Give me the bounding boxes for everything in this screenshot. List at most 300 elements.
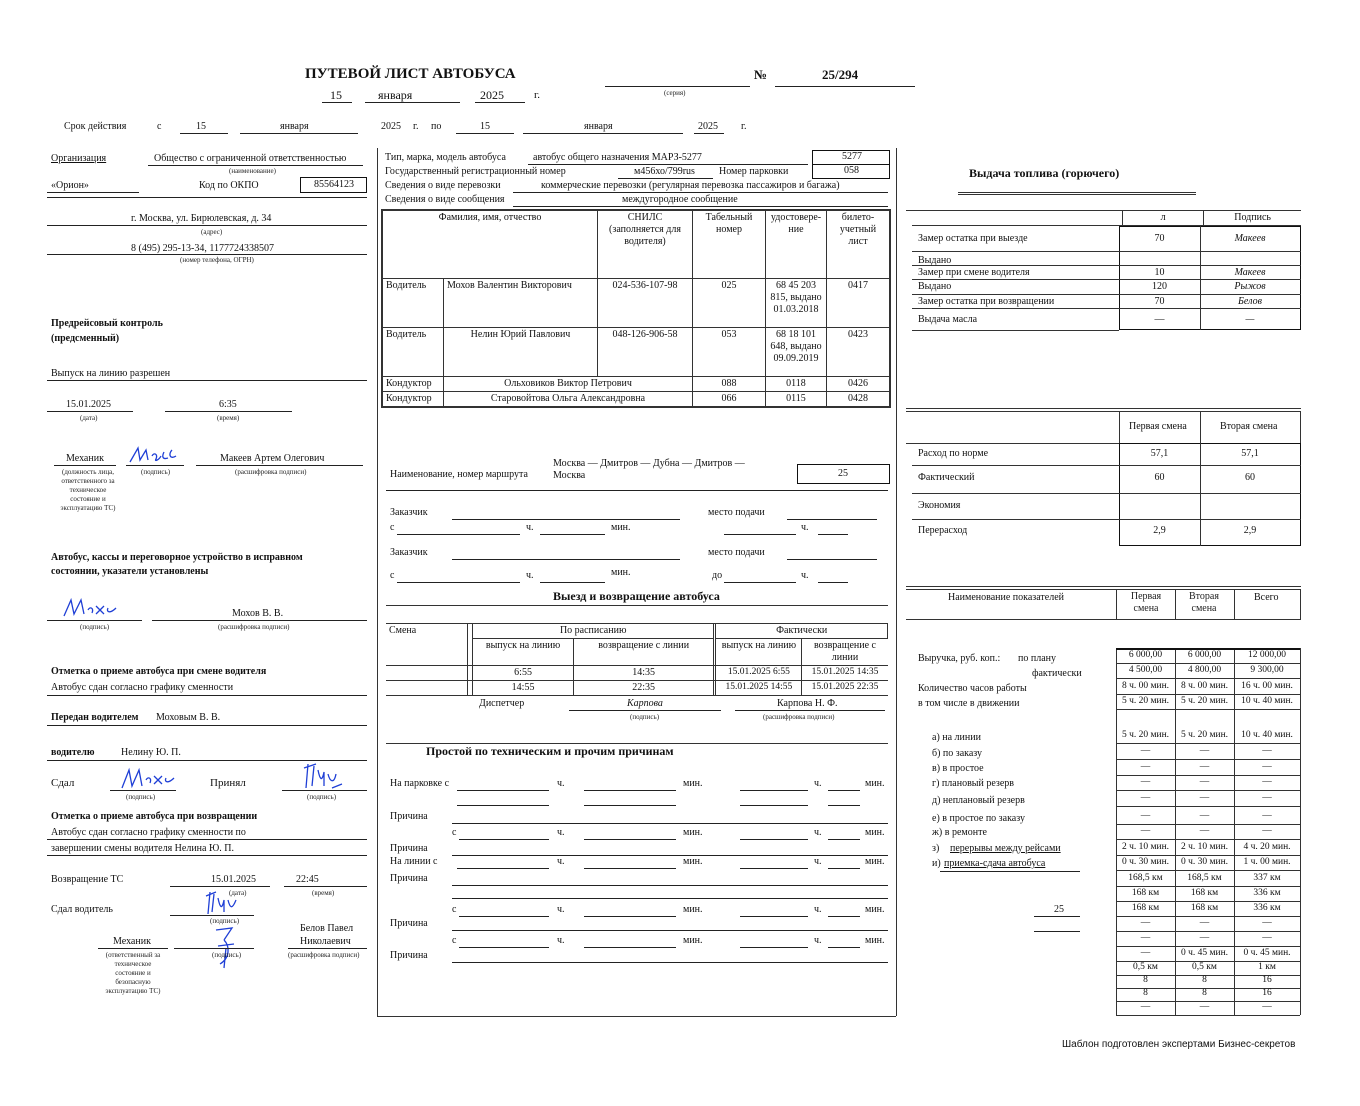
return-time-line — [284, 886, 367, 887]
consumption-header-div-3 — [1300, 411, 1301, 443]
fuel-row-line — [912, 294, 1301, 295]
to-label-2: до — [712, 570, 723, 581]
footer-credit: Шаблон подготовлен экспертами Бизнес-секретов — [1062, 1039, 1296, 1050]
fuel-row-liters: 120 — [1152, 281, 1167, 292]
series-line — [605, 86, 750, 87]
dt-hour-d: ч. — [557, 904, 565, 915]
departure-out: 14:55 — [473, 681, 574, 696]
crew-ticket: 0428 — [827, 391, 891, 407]
indicator-value: 10 ч. 40 мин. — [1241, 696, 1293, 706]
dt-from-3: с — [452, 935, 457, 946]
indicator-row-line — [1116, 931, 1300, 932]
consumption-header-div-1 — [1119, 411, 1120, 443]
indicator-value: — — [1262, 933, 1272, 943]
fuel-row-liters: — — [1154, 314, 1165, 325]
dt-line-a2 — [584, 790, 676, 791]
driver-change-title: Отметка о приеме автобуса при смене водителя — [51, 666, 267, 677]
indicator-value: 168 км — [1190, 888, 1219, 898]
okpo-label: Код по ОКПО — [199, 180, 259, 191]
header-year: 2025 — [480, 88, 504, 102]
message-value: междугородное сообщение — [622, 194, 738, 205]
indicator-value: 16 ч. 00 мин. — [1241, 681, 1293, 691]
dt-line-c4 — [828, 868, 860, 869]
fuel-row-sign: — — [1245, 314, 1255, 325]
passed-name: Моховым В. В. — [156, 712, 221, 723]
crew-role: Кондуктор — [382, 391, 444, 407]
indicator-value: 16 — [1262, 975, 1272, 985]
dt-line-b3 — [740, 839, 808, 840]
year-line — [475, 102, 525, 103]
precontrol-title-1: Предрейсовый контроль — [51, 318, 163, 329]
consumption-row-v2: 2,9 — [1243, 525, 1257, 536]
indicator-grid-top — [1116, 648, 1300, 650]
return-text-1: Автобус сдан согласно графику сменности по — [51, 827, 246, 838]
indicator-row-line — [1116, 709, 1300, 710]
ind-z: перерывы между рейсами — [950, 843, 1061, 854]
indicator-value: 6 000,00 — [1128, 650, 1163, 660]
departure-col-fact-out: выпуск на линию — [716, 639, 802, 666]
consumption-top-line-2 — [906, 411, 1301, 412]
departure-shift-2 — [386, 681, 467, 696]
min-label-2: мин. — [611, 567, 631, 578]
crew-ticket: 0417 — [827, 278, 891, 327]
fuel-row-liters: 70 — [1154, 233, 1165, 244]
hour-line-1b — [818, 534, 848, 535]
dt-min-b2: мин. — [865, 827, 885, 838]
departure-back: 22:35 — [574, 681, 714, 696]
indicator-value: 0,5 км — [1133, 962, 1158, 972]
to-driver-label: водителю — [51, 747, 95, 758]
indicator-value: 5 ч. 20 мин. — [1121, 696, 1170, 706]
validity-from-year: 2025 — [381, 121, 401, 132]
indicators-col-0: Наименование показателей — [948, 592, 1065, 603]
mechanic-sign-line — [126, 465, 184, 466]
return-mechanic-decode-caption: (расшифровка подписи) — [288, 951, 360, 959]
consumption-col-1: Первая смена — [1129, 421, 1187, 432]
indicator-row-line — [1116, 839, 1300, 840]
indicator-row-line — [1116, 775, 1300, 776]
indicator-value: — — [1140, 1002, 1151, 1012]
indicator-value: — — [1262, 918, 1272, 928]
consumption-row-v2: 57,1 — [1241, 448, 1259, 459]
ind-v: в) в простое — [932, 763, 984, 774]
crew-header-snils: СНИЛС (заполняется для водителя) — [598, 210, 693, 278]
return-text-2: завершении смены водителя Нелина Ю. П. — [51, 843, 234, 854]
hour-line-2 — [540, 582, 605, 583]
series-caption: (серия) — [664, 89, 686, 97]
departure-schedule-header: По расписанию — [473, 624, 714, 639]
indicator-value: 4 500,00 — [1128, 665, 1163, 675]
from-line-1 — [397, 534, 520, 535]
return-date-caption: (дата) — [229, 889, 247, 897]
departure-back: 14:35 — [574, 666, 714, 681]
departure-col-fact-back: возвращение с линии — [802, 639, 888, 666]
crew-row — [382, 376, 890, 391]
message-line — [513, 206, 888, 207]
fuel-header-sign: Подпись — [1204, 211, 1301, 226]
return-time: 22:45 — [296, 874, 319, 885]
crew-tab: 066 — [693, 391, 766, 407]
indicator-row-line — [1116, 663, 1300, 664]
dt-min-e2: мин. — [865, 935, 885, 946]
mechanic-decode-caption: (расшифровка подписи) — [235, 468, 307, 476]
driver-gave-label: Сдал водитель — [51, 904, 113, 915]
fuel-row-sign: Макеев — [1234, 267, 1266, 278]
hour-label-1b: ч. — [801, 522, 809, 533]
indicator-value: 4 800,00 — [1187, 665, 1222, 675]
indicator-value: 8 — [1202, 975, 1207, 985]
hour-line-1 — [540, 534, 605, 535]
ind-d: д) неплановый резерв — [932, 795, 1025, 806]
indicator-value: 0 ч. 30 мин. — [1121, 857, 1170, 867]
downtime-title: Простой по техническим и прочим причинам — [426, 744, 674, 758]
from-month-line — [240, 133, 358, 134]
dt-line-a7 — [740, 805, 808, 806]
indicator-value: 10 ч. 40 мин. — [1241, 730, 1293, 740]
consumption-row-v1: 60 — [1154, 472, 1165, 483]
document-number: 25/294 — [822, 67, 859, 82]
indicator-row-line — [1116, 946, 1300, 947]
fuel-row-sign: Белов — [1238, 296, 1262, 307]
dt-line-a8 — [828, 805, 860, 806]
indicator-col-line — [1116, 648, 1117, 1015]
revenue-label: Выручка, руб. коп.: — [918, 653, 1001, 664]
indicators-top-line — [906, 586, 1301, 587]
dt-line-d1 — [459, 916, 549, 917]
fuel-row-label: Выдано — [918, 281, 952, 292]
fuel-title-underline — [958, 192, 1196, 195]
indicator-value: 12 000,00 — [1248, 650, 1286, 660]
release-date-line — [47, 411, 133, 412]
indicator-col-line — [1234, 648, 1235, 1015]
return-mechanic-name-1: Белов Павел — [300, 923, 354, 934]
consumption-top-line — [906, 408, 1301, 409]
route-label: Наименование, номер маршрута — [390, 469, 528, 480]
validity-label: Срок действия — [64, 121, 127, 132]
indicator-value: — — [1140, 918, 1151, 928]
org-name-2: «Орион» — [51, 180, 89, 191]
departure-row — [386, 681, 888, 696]
fuel-row-label: Выдано — [918, 255, 952, 266]
driver-mokhov-signature — [62, 596, 118, 620]
transport-line — [513, 192, 888, 193]
hour-line-2b — [818, 582, 848, 583]
indicator-value: — — [1262, 762, 1272, 772]
dt-hour-c: ч. — [557, 856, 565, 867]
dt-from-2: с — [452, 904, 457, 915]
crew-role: Кондуктор — [382, 376, 444, 391]
bus-ok-name-line — [152, 620, 367, 621]
dt-min-e: мин. — [683, 935, 703, 946]
to-day-line — [456, 133, 514, 134]
ind-i-line — [940, 871, 1080, 872]
took-sign-line — [282, 790, 367, 791]
dt-line-c2 — [584, 868, 676, 869]
bus-ok-text-2: состоянии, указатели установлены — [51, 566, 209, 577]
consumption-row-line — [912, 519, 1301, 520]
consumption-row-label: Экономия — [918, 500, 961, 511]
fuel-row-label: Замер остатка при выезде — [918, 233, 1028, 244]
dispatcher-sign: Карпова — [627, 698, 663, 709]
crew-name: Ольховиков Виктор Петрович — [444, 376, 693, 391]
hour-label-2: ч. — [526, 570, 534, 581]
vehicle-code-box — [812, 150, 890, 165]
crew-table — [381, 209, 891, 408]
return-title: Отметка о приеме автобуса при возвращении — [51, 811, 258, 822]
driver-gave-sign-caption: (подпись) — [210, 917, 240, 925]
indicator-value: — — [1140, 948, 1151, 958]
dt-hour-a2: ч. — [814, 778, 822, 789]
fuel-header-l: л — [1122, 211, 1203, 226]
indicator-value: 168 км — [1190, 903, 1219, 913]
indicator-value: 6 000,00 — [1187, 650, 1222, 660]
dt-reason-2: Причина — [390, 843, 428, 854]
fuel-header-blank — [912, 211, 1122, 226]
indicator-value: — — [1199, 793, 1210, 803]
route-number: 25 — [838, 468, 848, 479]
departure-shift-1 — [386, 666, 467, 681]
ind-b: б) по заказу — [932, 748, 983, 759]
indicator-value: — — [1140, 793, 1151, 803]
dt-hour-e2: ч. — [814, 935, 822, 946]
min-line-1 — [724, 534, 796, 535]
fuel-table — [912, 211, 1301, 226]
ind-h-div-1 — [1116, 589, 1117, 619]
validity-g: г. — [413, 121, 419, 132]
return-mechanic-sign-caption: (подпись) — [212, 951, 242, 959]
indicator-value: 8 — [1143, 988, 1148, 998]
indicator-value: — — [1262, 777, 1272, 787]
dt-reason-line-4 — [452, 930, 888, 931]
org-line-2 — [47, 192, 139, 193]
dt-hour-a: ч. — [557, 778, 565, 789]
min-label-1: мин. — [611, 522, 631, 533]
indicator-value: — — [1199, 918, 1210, 928]
departure-fact-back: 15.01.2025 14:35 — [802, 666, 888, 681]
mechanic-position-caption: (должность лица, ответственного за техническое состояние и эксплуатацию ТС) — [60, 468, 116, 513]
indicator-value: 2 ч. 10 мин. — [1121, 842, 1170, 852]
crew-header-tab: Табельный номер — [693, 210, 766, 278]
to-driver-name: Нелину Ю. П. — [121, 747, 181, 758]
departure-row — [386, 666, 888, 681]
indicator-row-line — [1116, 824, 1300, 825]
indicator-col-line — [1175, 648, 1176, 1015]
indicator-value: 168,5 км — [1128, 873, 1163, 883]
indicator-value: 8 ч. 00 мин. — [1180, 681, 1229, 691]
address-line — [47, 225, 367, 226]
fuel-row-sign: Рыжов — [1234, 281, 1266, 292]
crew-cert: 0115 — [766, 391, 827, 407]
indicator-value: 0 ч. 45 мин. — [1180, 948, 1229, 958]
fuel-row-line — [912, 308, 1301, 309]
return-mechanic-label: Механик — [113, 936, 151, 947]
bus-ok-decode-caption: (расшифровка подписи) — [218, 623, 290, 631]
indicator-value: 9 300,00 — [1250, 665, 1284, 675]
fuel-title: Выдача топлива (горючего) — [969, 166, 1120, 180]
vehicle-code: 5277 — [842, 151, 862, 162]
crew-row — [382, 278, 890, 327]
departure-col-out: выпуск на линию — [473, 639, 574, 666]
indicator-value: 8 — [1202, 988, 1207, 998]
indicator-value: 337 км — [1253, 873, 1281, 883]
validity-from-month: января — [280, 121, 309, 132]
dt-hour-b: ч. — [557, 827, 565, 838]
dt-line-e1 — [459, 947, 549, 948]
transport-value: коммерческие перевозки (регулярная перевозка пассажиров и багажа) — [541, 180, 840, 191]
place-label-2: место подачи — [708, 547, 765, 558]
to-month-line — [523, 133, 683, 134]
return-mechanic-name-2: Николаевич — [300, 936, 351, 947]
indicator-value: 1 ч. 00 мин. — [1243, 857, 1291, 867]
dt-line-a6 — [584, 805, 676, 806]
indicator-value: 336 км — [1253, 903, 1281, 913]
customer-line-2 — [452, 559, 680, 560]
indicators-col-2: Вторая смена — [1189, 591, 1219, 614]
return-mechanic-sign-line — [174, 948, 254, 949]
indicator-value: — — [1199, 826, 1210, 836]
bus-ok-name: Мохов В. В. — [232, 608, 284, 619]
reg-label: Государственный регистрационный номер — [385, 166, 566, 177]
dt-line-d3 — [740, 916, 808, 917]
consumption-row-v2: 60 — [1245, 472, 1255, 483]
indicator-row-line — [1116, 855, 1300, 856]
dt-line-b2 — [584, 839, 676, 840]
departure-top-line — [386, 605, 888, 606]
from-label-1: с — [390, 522, 395, 533]
customer-line-1 — [452, 519, 680, 520]
customer-label-1: Заказчик — [390, 507, 428, 518]
ind-i: приемка-сдача автобуса — [944, 858, 1046, 869]
ind-route-line-1 — [1034, 916, 1080, 917]
indicator-row-line — [1116, 901, 1300, 902]
org-name-caption: (наименование) — [229, 167, 276, 175]
consumption-col-2: Вторая смена — [1220, 421, 1278, 432]
driver-change-text: Автобус сдан согласно графику сменности — [51, 682, 234, 693]
fuel-row-line — [912, 279, 1301, 280]
fuel-row-liters: 70 — [1154, 296, 1165, 307]
dt-hour-c2: ч. — [814, 856, 822, 867]
departure-shift-header: Смена — [386, 624, 467, 666]
dispatcher-name-line — [735, 710, 885, 711]
indicator-value: — — [1140, 933, 1151, 943]
plan-label: по плану — [1018, 653, 1056, 664]
parking-value: 058 — [844, 165, 859, 176]
dt-line-a1 — [457, 790, 549, 791]
customer-label-2: Заказчик — [390, 547, 428, 558]
crew-row — [382, 391, 890, 407]
return-time-caption: (время) — [312, 889, 335, 897]
crew-cert: 68 45 203 815, выдано 01.03.2018 — [766, 278, 827, 327]
consumption-row-v1: 2,9 — [1153, 525, 1166, 536]
indicator-value: 5 ч. 20 мин. — [1121, 730, 1170, 740]
crew-name: Старовойтова Ольга Александровна — [444, 391, 693, 407]
release-time-line — [165, 411, 292, 412]
indicator-value: — — [1199, 762, 1210, 772]
indicator-value: — — [1199, 777, 1210, 787]
indicator-row-line — [1116, 678, 1300, 679]
dt-reason-3: Причина — [390, 873, 428, 884]
ind-route-no: 25 — [1054, 904, 1064, 915]
day-line — [322, 102, 352, 103]
consumption-row-line — [912, 493, 1301, 494]
org-name-1: Общество с ограниченной ответственностью — [154, 153, 347, 164]
reg-value: м456хо/799rus — [634, 166, 695, 177]
departure-fact-out: 15.01.2025 14:55 — [716, 681, 802, 696]
indicator-value: — — [1262, 793, 1272, 803]
return-date: 15.01.2025 — [211, 874, 256, 885]
bus-ok-sign-line — [47, 620, 142, 621]
validity-from-label: с — [157, 121, 162, 132]
indicator-value: 336 км — [1253, 888, 1281, 898]
departure-col-back: возвращение с линии — [574, 639, 714, 666]
dispatcher-sign-caption: (подпись) — [630, 713, 660, 721]
fuel-row-sign: Макеев — [1234, 233, 1266, 244]
header-month: января — [378, 88, 413, 102]
number-line — [775, 86, 915, 87]
dt-min-a2: мин. — [865, 778, 885, 789]
validity-to-month: января — [584, 121, 613, 132]
indicator-value: — — [1199, 933, 1210, 943]
from-label-2: с — [390, 570, 395, 581]
indicator-value: 5 ч. 20 мин. — [1180, 730, 1229, 740]
crew-tab: 053 — [693, 327, 766, 376]
route-name-1: Москва — Дмитров — Дубна — Дмитров — — [553, 458, 745, 469]
crew-tab: 025 — [693, 278, 766, 327]
bus-ok-sign-caption: (подпись) — [80, 623, 110, 631]
crew-header-cert: удостовере-ние — [766, 210, 827, 278]
release-time-caption: (время) — [217, 414, 240, 422]
indicator-value: 2 ч. 10 мин. — [1180, 842, 1229, 852]
indicator-value: 0 ч. 45 мин. — [1243, 948, 1291, 958]
org-label: Организация — [51, 153, 107, 164]
to-year-line — [694, 133, 724, 134]
mechanic-name: Макеев Артем Олегович — [220, 453, 325, 464]
validity-to-year: 2025 — [698, 121, 718, 132]
return-mechanic-signature — [212, 924, 238, 970]
dt-min-c: мин. — [683, 856, 703, 867]
indicators-top-line-2 — [906, 589, 1301, 590]
crew-name: Нелин Юрий Павлович — [444, 327, 598, 376]
route-name-2: Москва — [553, 470, 586, 481]
indicator-value: 4 ч. 20 мин. — [1243, 842, 1291, 852]
indicator-value: — — [1140, 746, 1151, 756]
mechanic-line — [54, 465, 116, 466]
hour-label-1: ч. — [526, 522, 534, 533]
crew-tab: 088 — [693, 376, 766, 391]
indicators-header-bottom — [906, 619, 1301, 620]
validity-from-day: 15 — [196, 121, 206, 132]
place-line-1 — [787, 519, 877, 520]
ind-route-line-2 — [1034, 931, 1080, 932]
indicator-row-line — [1116, 1015, 1300, 1016]
indicator-row-line — [1116, 806, 1300, 807]
dt-min-a: мин. — [683, 778, 703, 789]
dt-line-a3 — [740, 790, 808, 791]
fuel-row-line — [912, 330, 1119, 331]
departure-fact-back: 15.01.2025 22:35 — [802, 681, 888, 696]
driver-gave-sign-line — [170, 915, 254, 916]
return-mechanic-name-line — [288, 948, 367, 949]
fuel-row-label: Замер при смене водителя — [918, 267, 1030, 278]
vehicle-type-value: автобус общего назначения МАРЗ-5277 — [533, 152, 702, 163]
dispatcher-label: Диспетчер — [479, 698, 525, 709]
hours-label: Количество часов работы — [918, 683, 1027, 694]
departure-table — [386, 623, 888, 696]
indicator-value: 16 — [1262, 988, 1272, 998]
dispatcher-name: Карпова Н. Ф. — [777, 698, 838, 709]
indicator-value: — — [1262, 811, 1272, 821]
indicator-row-line — [1116, 916, 1300, 917]
